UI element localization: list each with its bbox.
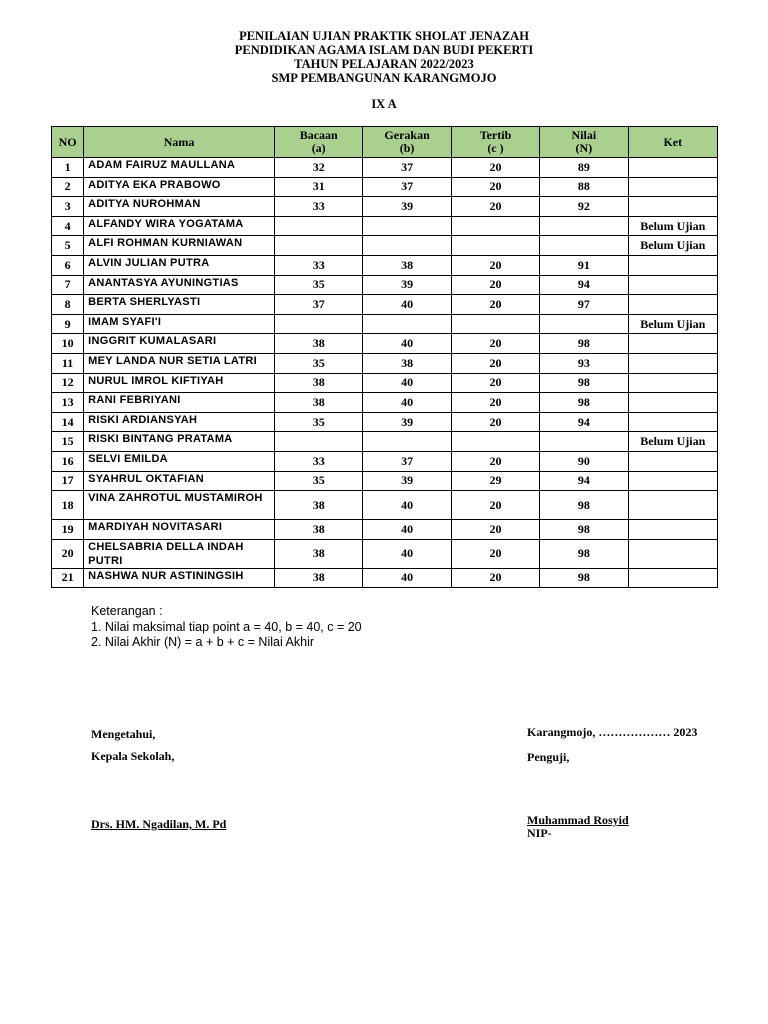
- cell-tertib: [451, 216, 539, 236]
- cell-tertib: 20: [451, 255, 539, 275]
- table-row: [52, 432, 718, 452]
- cell-nilai: 98: [540, 373, 628, 393]
- cell-nama: ANANTASYA AYUNINGTIAS: [84, 275, 275, 295]
- cell-nama: ADAM FAIRUZ MAULLANA: [84, 158, 275, 178]
- cell-nilai: 94: [540, 412, 628, 432]
- col-header-nama: Nama: [84, 127, 275, 158]
- cell-nilai: 88: [540, 177, 628, 197]
- col-header-nilai-label: Nilai: [571, 128, 597, 142]
- cell-tertib: 20: [451, 393, 539, 413]
- cell-nama: MEY LANDA NUR SETIA LATRI: [84, 353, 275, 373]
- cell-bacaan: 38: [275, 491, 363, 520]
- cell-nilai: [540, 236, 628, 256]
- cell-tertib: 20: [451, 451, 539, 471]
- cell-nama: ADITYA EKA PRABOWO: [84, 177, 275, 197]
- cell-nilai: [540, 216, 628, 236]
- cell-ket: [628, 539, 717, 568]
- cell-gerakan: 40: [363, 295, 451, 315]
- cell-no: 20: [52, 539, 84, 568]
- cell-nama: ADITYA NUROHMAN: [84, 197, 275, 217]
- cell-nama: ALFI ROHMAN KURNIAWAN: [84, 236, 275, 256]
- cell-ket: [628, 568, 717, 588]
- cell-gerakan: [363, 314, 451, 334]
- cell-no: 3: [52, 197, 84, 217]
- cell-gerakan: 40: [363, 539, 451, 568]
- sig-right-nip: NIP-: [527, 826, 552, 840]
- cell-ket: [628, 451, 717, 471]
- cell-ket: [628, 471, 717, 491]
- col-header-no: NO: [52, 127, 84, 158]
- cell-tertib: 20: [451, 177, 539, 197]
- table-row: [52, 491, 718, 520]
- cell-nama: ALVIN JULIAN PUTRA: [84, 255, 275, 275]
- cell-ket: [628, 177, 717, 197]
- table-row: [52, 353, 718, 373]
- cell-nilai: [540, 314, 628, 334]
- cell-gerakan: 38: [363, 353, 451, 373]
- cell-ket: [628, 158, 717, 178]
- cell-nilai: 91: [540, 255, 628, 275]
- cell-ket: Belum Ujian: [628, 236, 717, 256]
- cell-ket: [628, 412, 717, 432]
- cell-no: 2: [52, 177, 84, 197]
- sig-right-name: Muhammad Rosyid: [527, 813, 629, 827]
- cell-nilai: 94: [540, 471, 628, 491]
- cell-no: 14: [52, 412, 84, 432]
- cell-nilai: 93: [540, 353, 628, 373]
- cell-bacaan: 38: [275, 393, 363, 413]
- sig-left-line1: Mengetahui,: [91, 727, 156, 741]
- cell-gerakan: 37: [363, 158, 451, 178]
- cell-bacaan: 35: [275, 275, 363, 295]
- cell-nilai: 98: [540, 334, 628, 354]
- cell-tertib: 20: [451, 568, 539, 588]
- cell-ket: [628, 373, 717, 393]
- table-row: [52, 197, 718, 217]
- header-title: PENILAIAN UJIAN PRAKTIK SHOLAT JENAZAH: [239, 29, 529, 43]
- table-row: [52, 236, 718, 256]
- table-row: [52, 334, 718, 354]
- notes-item-2: 2. Nilai Akhir (N) = a + b + c = Nilai Akhir: [91, 635, 315, 649]
- cell-gerakan: [363, 216, 451, 236]
- cell-gerakan: 39: [363, 471, 451, 491]
- cell-tertib: 20: [451, 158, 539, 178]
- cell-bacaan: 38: [275, 334, 363, 354]
- cell-gerakan: [363, 236, 451, 256]
- notes-item-1: 1. Nilai maksimal tiap point a = 40, b = 40, c = 20: [91, 619, 362, 634]
- cell-no: 8: [52, 295, 84, 315]
- col-header-tertib-label: Tertib: [479, 128, 512, 142]
- col-header-tertib: [451, 127, 539, 158]
- cell-no: 1: [52, 158, 84, 178]
- cell-tertib: [451, 236, 539, 256]
- cell-ket: [628, 393, 717, 413]
- col-header-bacaan-label: Bacaan: [299, 128, 338, 142]
- cell-tertib: 20: [451, 539, 539, 568]
- cell-nilai: 94: [540, 275, 628, 295]
- cell-no: 21: [52, 568, 84, 588]
- cell-gerakan: 40: [363, 334, 451, 354]
- table-row: [52, 412, 718, 432]
- col-header-bacaan-sub: (a): [311, 141, 326, 155]
- table-row: [52, 520, 718, 540]
- table-row: [52, 177, 718, 197]
- cell-nama: CHELSABRIA DELLA INDAH PUTRI: [84, 539, 275, 568]
- col-header-bacaan: [275, 127, 363, 158]
- cell-bacaan: 35: [275, 471, 363, 491]
- cell-gerakan: 40: [363, 520, 451, 540]
- cell-bacaan: [275, 432, 363, 452]
- cell-nama: RISKI BINTANG PRATAMA: [84, 432, 275, 452]
- cell-nama: VINA ZAHROTUL MUSTAMIROH: [84, 491, 275, 520]
- grades-table: [51, 126, 718, 588]
- cell-tertib: 20: [451, 334, 539, 354]
- cell-tertib: 20: [451, 275, 539, 295]
- cell-no: 19: [52, 520, 84, 540]
- cell-bacaan: 38: [275, 539, 363, 568]
- cell-ket: Belum Ujian: [628, 432, 717, 452]
- cell-nilai: [540, 432, 628, 452]
- cell-gerakan: 40: [363, 393, 451, 413]
- cell-tertib: [451, 432, 539, 452]
- cell-nilai: 97: [540, 295, 628, 315]
- header-subject: PENDIDIKAN AGAMA ISLAM DAN BUDI PEKERTI: [234, 43, 534, 57]
- cell-no: 11: [52, 353, 84, 373]
- cell-bacaan: [275, 236, 363, 256]
- cell-nama: RANI FEBRIYANI: [84, 393, 275, 413]
- cell-nama: NURUL IMROL KIFTIYAH: [84, 373, 275, 393]
- cell-no: 18: [52, 491, 84, 520]
- cell-bacaan: 38: [275, 568, 363, 588]
- cell-bacaan: [275, 216, 363, 236]
- cell-nama: IMAM SYAFI'I: [84, 314, 275, 334]
- cell-tertib: [451, 314, 539, 334]
- cell-bacaan: 35: [275, 353, 363, 373]
- cell-no: 9: [52, 314, 84, 334]
- table-row: [52, 158, 718, 178]
- cell-no: 6: [52, 255, 84, 275]
- cell-nama: SELVI EMILDA: [84, 451, 275, 471]
- cell-tertib: 20: [451, 491, 539, 520]
- table-row: [52, 539, 718, 568]
- cell-no: 10: [52, 334, 84, 354]
- cell-gerakan: 40: [363, 373, 451, 393]
- cell-bacaan: 33: [275, 197, 363, 217]
- col-header-nilai: [540, 127, 628, 158]
- sig-left-line2: Kepala Sekolah,: [91, 749, 175, 763]
- cell-ket: [628, 334, 717, 354]
- cell-ket: [628, 520, 717, 540]
- col-header-gerakan: [363, 127, 451, 158]
- cell-gerakan: 37: [363, 451, 451, 471]
- col-header-gerakan-sub: (b): [399, 141, 415, 155]
- cell-bacaan: 35: [275, 412, 363, 432]
- table-row: [52, 255, 718, 275]
- sig-right-place-date: Karangmojo, ……………… 2023: [527, 725, 698, 739]
- cell-ket: Belum Ujian: [628, 216, 717, 236]
- cell-nilai: 90: [540, 451, 628, 471]
- cell-bacaan: 32: [275, 158, 363, 178]
- cell-no: 17: [52, 471, 84, 491]
- cell-nama: NASHWA NUR ASTININGSIH: [84, 568, 275, 588]
- cell-tertib: 20: [451, 412, 539, 432]
- table-row: [52, 471, 718, 491]
- cell-gerakan: 39: [363, 197, 451, 217]
- cell-no: 5: [52, 236, 84, 256]
- cell-ket: [628, 197, 717, 217]
- cell-nama: RISKI ARDIANSYAH: [84, 412, 275, 432]
- cell-nilai: 98: [540, 520, 628, 540]
- notes: [91, 604, 362, 651]
- cell-ket: [628, 295, 717, 315]
- document-header: [0, 29, 768, 85]
- cell-nama: INGGRIT KUMALASARI: [84, 334, 275, 354]
- cell-no: 4: [52, 216, 84, 236]
- cell-tertib: 20: [451, 373, 539, 393]
- table-row: [52, 314, 718, 334]
- cell-no: 12: [52, 373, 84, 393]
- sig-right-role: Penguji,: [527, 750, 570, 764]
- cell-ket: [628, 275, 717, 295]
- cell-gerakan: 39: [363, 275, 451, 295]
- table-row: [52, 568, 718, 588]
- header-year: TAHUN PELAJARAN 2022/2023: [294, 57, 474, 71]
- grades-table-body: [52, 158, 718, 588]
- cell-nama: ALFANDY WIRA YOGATAMA: [84, 216, 275, 236]
- table-row: [52, 451, 718, 471]
- table-row: [52, 373, 718, 393]
- cell-nilai: 98: [540, 393, 628, 413]
- cell-gerakan: 39: [363, 412, 451, 432]
- cell-nama: BERTA SHERLYASTI: [84, 295, 275, 315]
- cell-ket: [628, 353, 717, 373]
- cell-bacaan: 38: [275, 520, 363, 540]
- cell-bacaan: 37: [275, 295, 363, 315]
- header-school: SMP PEMBANGUNAN KARANGMOJO: [271, 71, 497, 85]
- cell-bacaan: [275, 314, 363, 334]
- cell-nilai: 89: [540, 158, 628, 178]
- cell-nama: SYAHRUL OKTAFIAN: [84, 471, 275, 491]
- cell-ket: [628, 255, 717, 275]
- cell-nilai: 98: [540, 491, 628, 520]
- cell-no: 15: [52, 432, 84, 452]
- table-header-row: [52, 127, 718, 158]
- cell-nama: MARDIYAH NOVITASARI: [84, 520, 275, 540]
- cell-nilai: 98: [540, 539, 628, 568]
- table-row: [52, 393, 718, 413]
- cell-bacaan: 33: [275, 451, 363, 471]
- table-row: [52, 295, 718, 315]
- cell-bacaan: 38: [275, 373, 363, 393]
- col-header-nilai-sub: (N): [575, 141, 593, 155]
- cell-ket: Belum Ujian: [628, 314, 717, 334]
- cell-bacaan: 31: [275, 177, 363, 197]
- cell-gerakan: 37: [363, 177, 451, 197]
- cell-gerakan: 40: [363, 491, 451, 520]
- col-header-tertib-sub: (c ): [487, 141, 504, 155]
- cell-nilai: 92: [540, 197, 628, 217]
- col-header-ket: Ket: [628, 127, 717, 158]
- cell-tertib: 20: [451, 353, 539, 373]
- class-label: IX A: [371, 97, 397, 111]
- sig-left-name: Drs. HM. Ngadilan, M. Pd: [91, 817, 227, 831]
- table-row: [52, 216, 718, 236]
- cell-no: 7: [52, 275, 84, 295]
- cell-gerakan: 40: [363, 568, 451, 588]
- cell-no: 13: [52, 393, 84, 413]
- cell-nilai: 98: [540, 568, 628, 588]
- cell-no: 16: [52, 451, 84, 471]
- cell-tertib: 20: [451, 520, 539, 540]
- cell-tertib: 29: [451, 471, 539, 491]
- cell-gerakan: 38: [363, 255, 451, 275]
- cell-ket: [628, 491, 717, 520]
- cell-tertib: 20: [451, 295, 539, 315]
- cell-bacaan: 33: [275, 255, 363, 275]
- notes-title: Keterangan :: [91, 604, 163, 618]
- table-row: [52, 275, 718, 295]
- cell-tertib: 20: [451, 197, 539, 217]
- cell-gerakan: [363, 432, 451, 452]
- col-header-gerakan-label: Gerakan: [384, 128, 430, 142]
